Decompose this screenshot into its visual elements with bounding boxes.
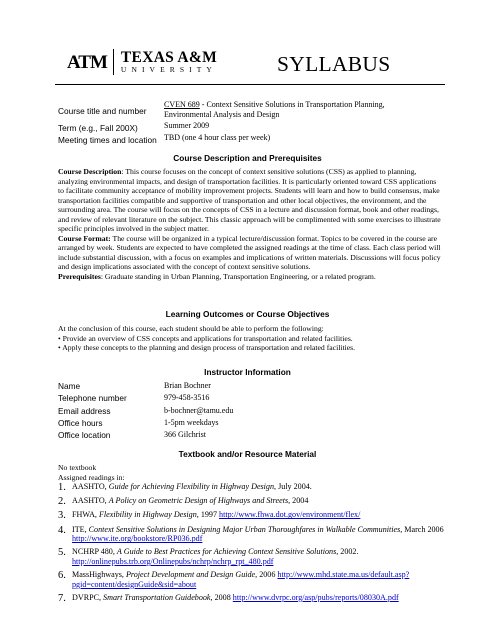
course-format-text: The course will be organized in a typical lecture/discussion format. Topics to be covered in the course are arranged by week. Students are expected to have completed the assigned readings at the time of class. Each class period will include substantial discussion, with a focus on examples and implications of written materials. Discussions will focus policy and design implications associated with the concept of context sensitive solutions. [58, 233, 441, 272]
reading-item [58, 496, 458, 507]
instructor-name-value: Brian Bochner [164, 381, 211, 390]
instructor-table [58, 381, 233, 442]
telephone-label: Telephone number [58, 393, 127, 404]
instructor-name-label: Name [58, 381, 81, 391]
course-title-label: Course title and number [58, 106, 147, 116]
course-description-block [58, 167, 442, 282]
course-title-value [164, 100, 385, 120]
reading-date: , 1997 [196, 510, 220, 520]
logo-line-texas-am: TEXAS A&M [120, 48, 218, 66]
reading-author: NCHRP 480, [72, 547, 117, 557]
reading-author: AASHTO, [72, 482, 109, 491]
reading-date: , July 2004. [274, 482, 312, 491]
tamu-logo [67, 47, 217, 77]
reading-link[interactable]: http://www.ite.org/bookstore/RP036.pdf [72, 534, 203, 544]
objectives-block [58, 324, 442, 353]
reading-link[interactable]: http://www.dvrpc.org/asp/pubs/reports/08030A.pdf [232, 592, 399, 602]
reading-title: Context Sensitive Solutions in Designing Major Urban Thoroughfares in Walkable Communities [88, 524, 401, 534]
course-title-line2: Environmental Analysis and Design [164, 109, 280, 119]
reading-title: A Guide to Best Practices for Achieving Context Sensitive Solutions [116, 547, 337, 557]
reading-link[interactable]: http://www.fhwa.dot.gov/environment/flex/ [219, 510, 361, 520]
assigned-readings-text: Assigned readings in: [58, 472, 125, 482]
office-hours-label: Office hours [58, 417, 103, 428]
logo-divider [113, 49, 114, 75]
instructor-row [58, 393, 233, 405]
office-location-value: 366 Gilchrist [164, 430, 206, 440]
course-description-text: : This course focuses on the concept of context sensitive solutions (CSS) as applied to planning, analyzing environmental impacts, and design of transportation facilities. It is particularly oriented toward CSS applications to facilitate community acceptance of mobility improvement projects. Students will learn and how to build consensus, make transportation facilities compatible and supportive of transportation and other local objectives, the environment, and the surrounding area. The course will focus on the concepts of CSS in a lecture and discussion format, book and other readings, and review of relevant literature on the subject. This classic approach will be complimented with some exercises to illustrate specific principles involved in the subject matter. [58, 167, 441, 234]
reading-item [58, 525, 458, 545]
instructor-row [58, 406, 233, 418]
reading-item [58, 570, 458, 590]
objective-item: • Apply these concepts to the planning and design process of transportation and related facilities. [58, 343, 356, 353]
logo-line-university: UNIVERSITY [120, 64, 217, 74]
reading-item [58, 593, 458, 604]
term-value: Summer 2009 [164, 121, 210, 130]
header-rule [55, 84, 445, 85]
term-row [58, 121, 385, 133]
reading-title: Guide for Achieving Flexibility in Highway Design [108, 482, 275, 491]
reading-date: , March 2006 [400, 524, 444, 534]
term-label: Term (e.g., Fall 200X) [58, 123, 138, 133]
course-description-heading: Course Description and Prerequisites [173, 153, 322, 163]
reading-date: , 2006 [255, 570, 278, 580]
reading-author: MassHighways, [72, 570, 126, 580]
atm-logo-mark: ATM [67, 51, 107, 73]
reading-number: 6. [58, 570, 66, 582]
course-description-label: Course Description [58, 167, 122, 176]
meeting-row [58, 133, 385, 145]
course-info-table [58, 100, 385, 145]
objective-item: • Provide an overview of CSS concepts and applications for transportation and related facilities. [58, 333, 353, 343]
reading-item [58, 510, 458, 521]
reading-number: 1. [58, 482, 66, 493]
office-location-label: Office location [58, 430, 111, 441]
resources-heading: Textbook and/or Resource Material [178, 449, 317, 459]
reading-author: FHWA, [72, 510, 99, 520]
page-title: SYLLABUS [277, 52, 391, 76]
prerequisites-label: Prerequisites [58, 272, 101, 282]
reading-number: 2. [58, 496, 66, 508]
objectives-intro: At the conclusion of this course, each student should be able to perform the following: [58, 324, 324, 333]
reading-author: ITE, [72, 524, 89, 534]
reading-author: AASHTO, [72, 496, 109, 506]
reading-title: Smart Transportation Guidebook [103, 592, 211, 602]
reading-title: Project Development and Design Guide [125, 570, 256, 580]
reading-number: 3. [58, 510, 66, 522]
reading-item [58, 482, 458, 493]
readings-list [58, 482, 458, 607]
meeting-value: TBD (one 4 hour class per week) [164, 133, 271, 142]
email-value: b-bochner@tamu.edu [164, 405, 234, 415]
reading-date: , 2004 [288, 496, 309, 506]
email-label: Email address [58, 405, 111, 416]
objectives-heading: Learning Outcomes or Course Objectives [165, 309, 330, 319]
reading-number: 5. [58, 547, 66, 559]
course-title-row [58, 100, 385, 120]
logo-wordmark [121, 50, 217, 75]
reading-title: A Policy on Geometric Design of Highways and Streets [108, 496, 289, 506]
reading-number: 4. [58, 524, 66, 536]
meeting-label: Meeting times and location [58, 135, 157, 145]
reading-title: Flexibility in Highway Design [98, 510, 197, 520]
course-format-label: Course Format: [58, 233, 111, 243]
reading-link[interactable]: http://www.mhd.state.ma.us/default.asp?pgid=content/designGuide&sid=about [72, 570, 410, 589]
reading-item [58, 547, 458, 567]
prerequisites-text: : Graduate standing in Urban Planning, Transportation Engineering, or a related program. [100, 272, 376, 282]
reading-link[interactable]: http://onlinepubs.trb.org/Onlinepubs/nchrp/nchrp_rpt_480.pdf [72, 557, 274, 567]
reading-author: DVRPC, [72, 592, 104, 602]
resources-intro [58, 463, 442, 482]
reading-date: , 2002. [336, 547, 359, 557]
instructor-heading: Instructor Information [204, 367, 291, 377]
instructor-row [58, 381, 233, 393]
office-hours-value: 1-5pm weekdays [164, 417, 219, 427]
instructor-row [58, 418, 233, 430]
course-title-text: - Context Sensitive Solutions in Transportation Planning, [199, 100, 385, 109]
reading-number: 7. [58, 592, 66, 604]
no-textbook-text: No textbook [58, 463, 97, 472]
instructor-row [58, 430, 233, 442]
course-code: CVEN 689 [164, 100, 200, 109]
telephone-value: 979-458-3516 [164, 393, 210, 403]
reading-date: , 2008 [210, 592, 233, 602]
